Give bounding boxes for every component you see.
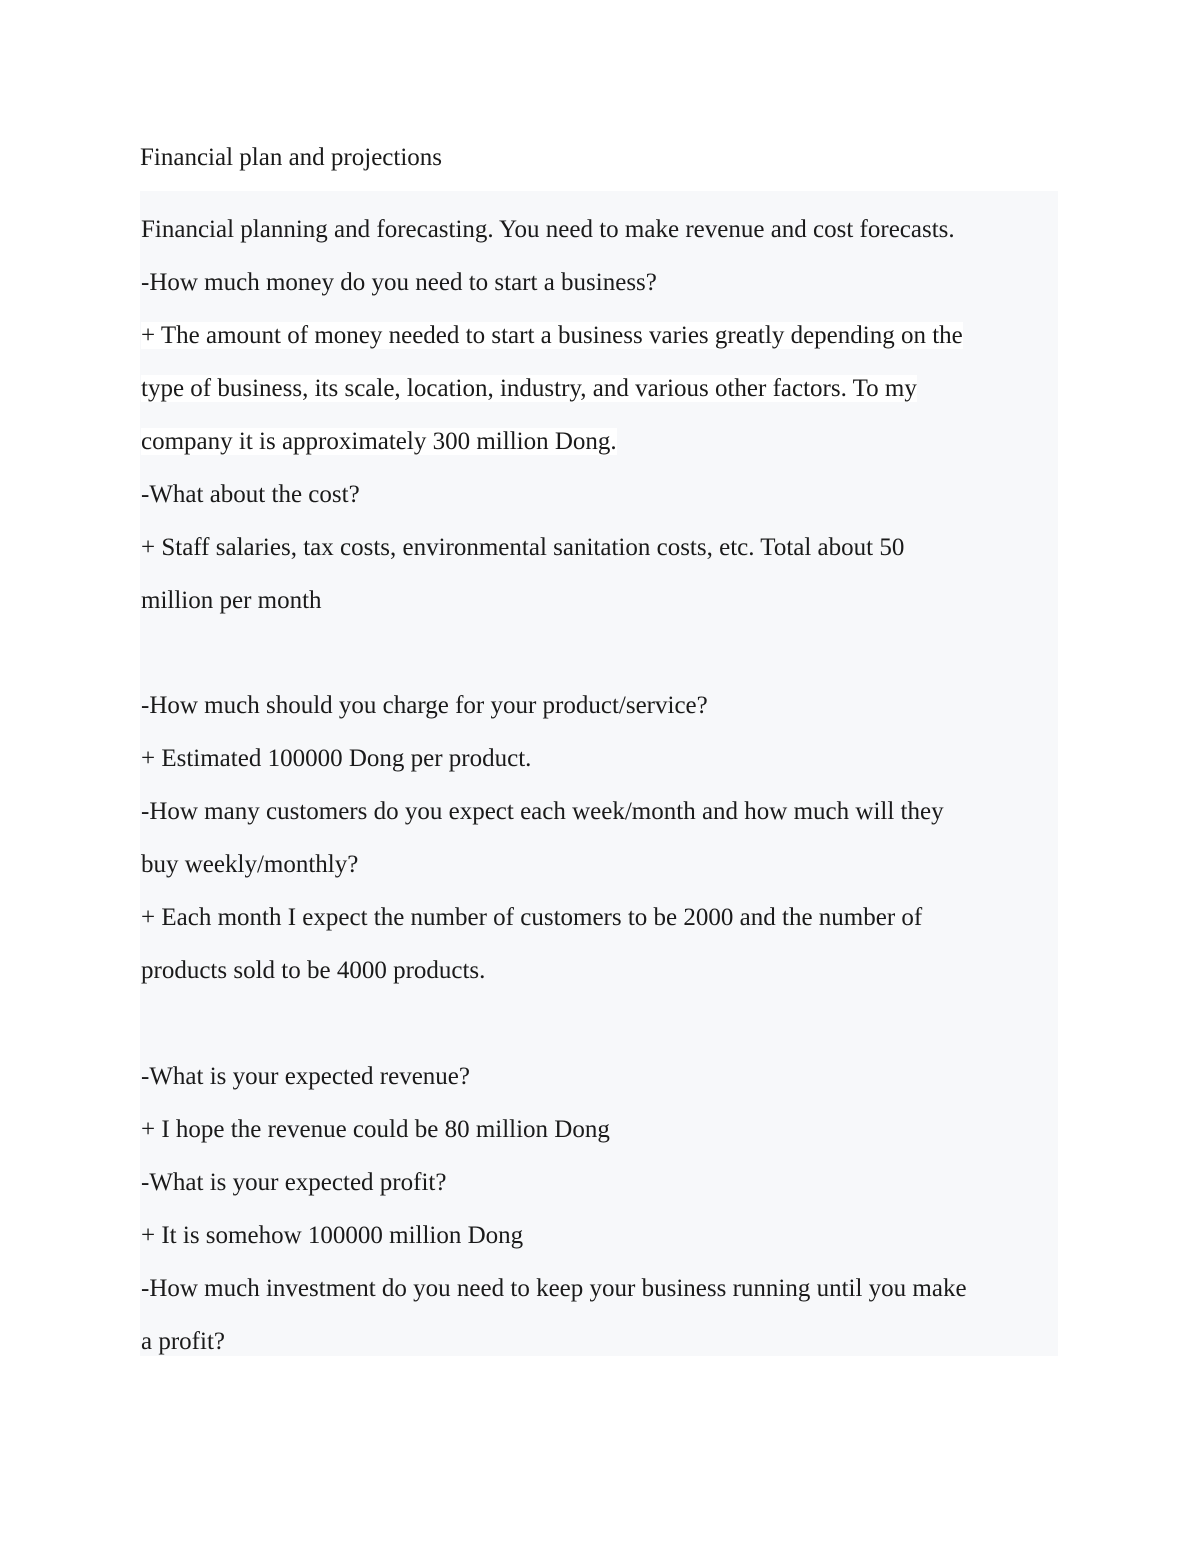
- answer-startup-money-line-1: + The amount of money needed to start a business varies greatly depending on the: [141, 322, 963, 349]
- question-pricing: -How much should you charge for your product/service?: [141, 692, 708, 719]
- question-revenue: -What is your expected revenue?: [141, 1063, 471, 1090]
- question-investment-line-1: -How much investment do you need to keep your business running until you make: [141, 1275, 967, 1302]
- document-body: [140, 191, 1058, 1356]
- answer-cost-line-2: million per month: [141, 587, 322, 614]
- question-investment-line-2: a profit?: [141, 1328, 225, 1355]
- answer-revenue: + I hope the revenue could be 80 million Dong: [141, 1116, 610, 1143]
- question-startup-money: -How much money do you need to start a business?: [141, 269, 657, 296]
- answer-profit: + It is somehow 100000 million Dong: [141, 1222, 524, 1249]
- intro-text: Financial planning and forecasting. You need to make revenue and cost forecasts.: [141, 216, 955, 243]
- question-profit: -What is your expected profit?: [141, 1169, 447, 1196]
- answer-pricing: + Estimated 100000 Dong per product.: [141, 745, 532, 772]
- answer-startup-money-line-3: company it is approximately 300 million Dong.: [141, 428, 617, 455]
- answer-cost-line-1: + Staff salaries, tax costs, environmental sanitation costs, etc. Total about 50: [141, 534, 905, 561]
- question-cost: -What about the cost?: [141, 481, 360, 508]
- answer-customers-line-1: + Each month I expect the number of customers to be 2000 and the number of: [141, 904, 923, 931]
- question-customers-line-2: buy weekly/monthly?: [141, 851, 359, 878]
- document-title: Financial plan and projections: [140, 144, 443, 171]
- answer-startup-money-line-2: type of business, its scale, location, industry, and various other factors. To my: [141, 375, 917, 402]
- question-customers-line-1: -How many customers do you expect each week/month and how much will they: [141, 798, 944, 825]
- answer-customers-line-2: products sold to be 4000 products.: [141, 957, 486, 984]
